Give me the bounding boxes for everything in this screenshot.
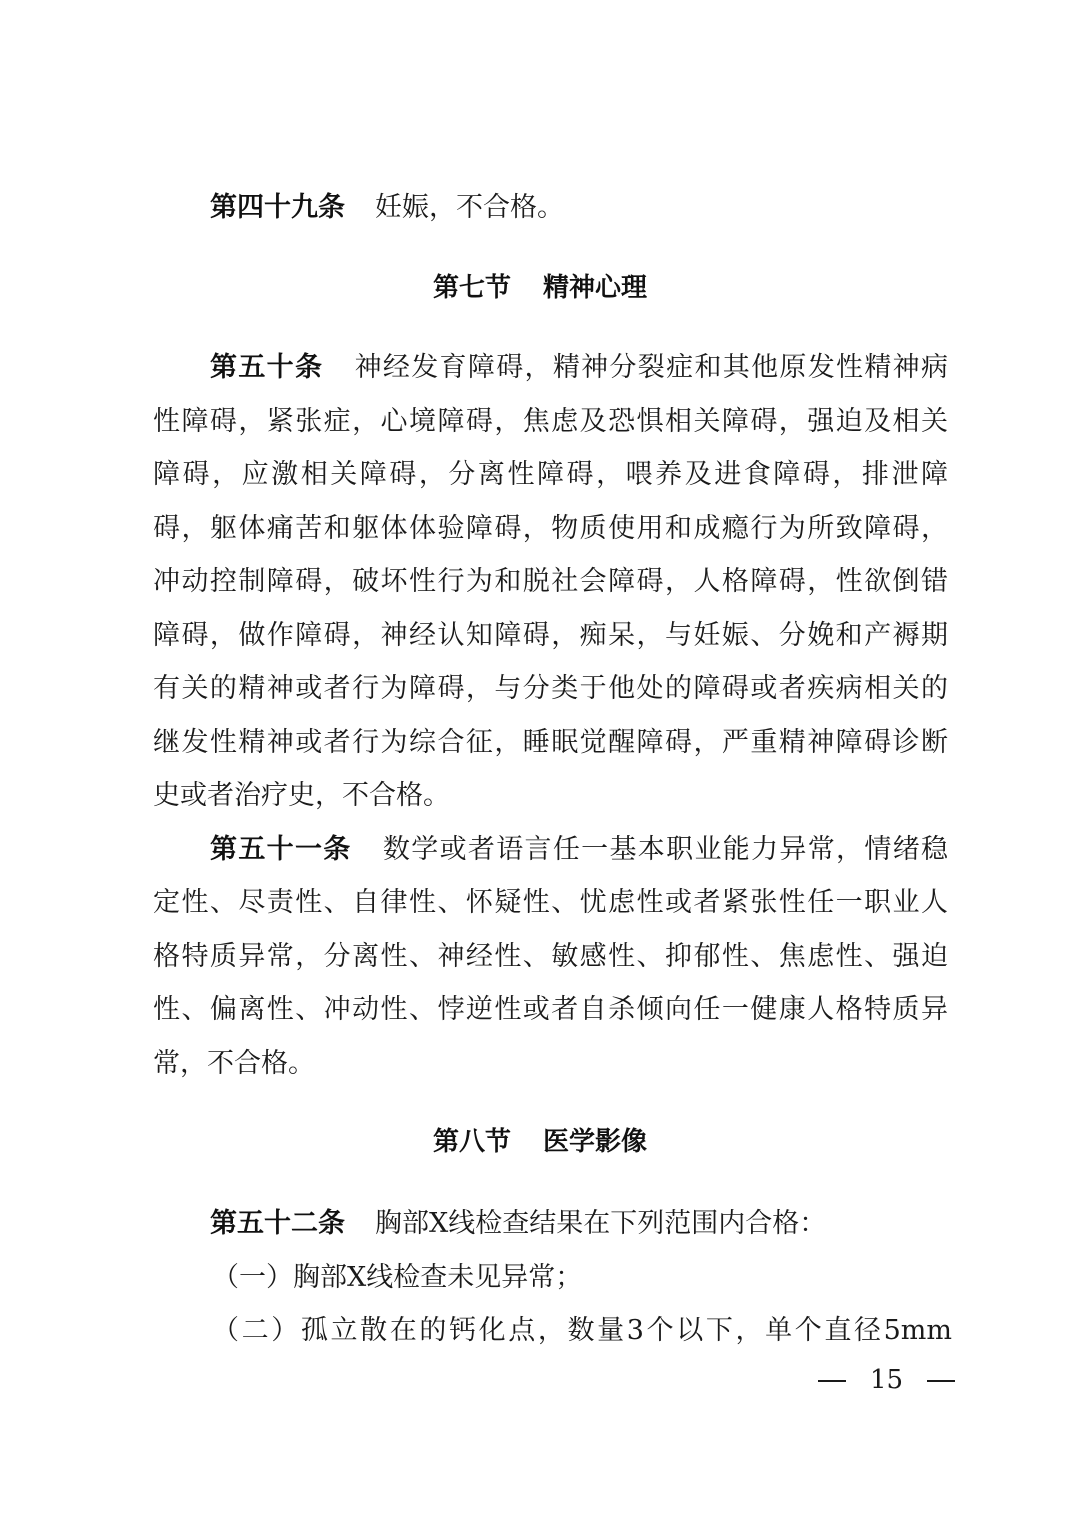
article-49-text: 妊娠，不合格。 [375,192,564,223]
section-7-heading [0,270,1080,306]
article-50-line: 冲动控制障碍，破坏性行为和脱社会障碍，人格障碍，性欲倒错 [153,566,948,597]
page-number-right-dash [927,1380,955,1382]
article-52-label: 第五十二条 [210,1208,345,1239]
article-51-line: 数学或者语言任一基本职业能力异常，情绪稳 [381,834,949,865]
page-number-left-dash [818,1380,846,1382]
section-8-title: 医学影像 [543,1127,648,1157]
article-50-line: 史或者治疗史，不合格。 [153,780,450,811]
article-51-line: 格特质异常，分离性、神经性、敏感性、抑郁性、焦虑性、强迫 [153,941,948,972]
article-50-line: 碍，躯体痛苦和躯体体验障碍，物质使用和成瘾行为所致障碍， [153,513,948,544]
article-52-text: 胸部X线检查结果在下列范围内合格： [375,1208,827,1239]
article-49 [210,190,564,226]
article-49-label: 第四十九条 [210,192,345,223]
article-51-line: 性、偏离性、冲动性、悖逆性或者自杀倾向任一健康人格特质异 [153,994,948,1025]
article-50-line: 有关的精神或者行为障碍，与分类于他处的障碍或者疾病相关的 [153,673,948,704]
article-52-item: （一）胸部X线检查未见异常； [212,1262,583,1293]
article-50-line: 神经发育障碍，精神分裂症和其他原发性精神病 [353,352,949,383]
article-50-line: 性障碍，紧张症，心境障碍，焦虑及恐惧相关障碍，强迫及相关 [153,406,948,437]
article-51-line: 常，不合格。 [153,1048,315,1079]
section-8-heading [0,1124,1080,1160]
article-50-first-line [210,350,948,386]
page-number-value: 15 [870,1365,904,1395]
page-number [818,1362,958,1398]
article-50-line: 障碍，应激相关障碍，分离性障碍，喂养及进食障碍，排泄障 [153,459,948,490]
article-51-line: 定性、尽责性、自律性、怀疑性、忧虑性或者紧张性任一职业人 [153,887,948,918]
article-52-item: （二）孤立散在的钙化点，数量3个以下，单个直径5mm [212,1315,952,1346]
section-7-title: 精神心理 [543,273,648,303]
article-51-first-line [210,832,948,868]
article-51-label: 第五十一条 [210,834,352,865]
section-8-number: 第八节 [432,1127,511,1157]
article-50-line: 障碍，做作障碍，神经认知障碍，痴呆，与妊娠、分娩和产褥期 [153,620,948,651]
article-52 [210,1206,826,1242]
article-50-line: 继发性精神或者行为综合征，睡眠觉醒障碍，严重精神障碍诊断 [153,727,948,758]
article-50-label: 第五十条 [210,352,324,383]
section-7-number: 第七节 [432,273,511,303]
